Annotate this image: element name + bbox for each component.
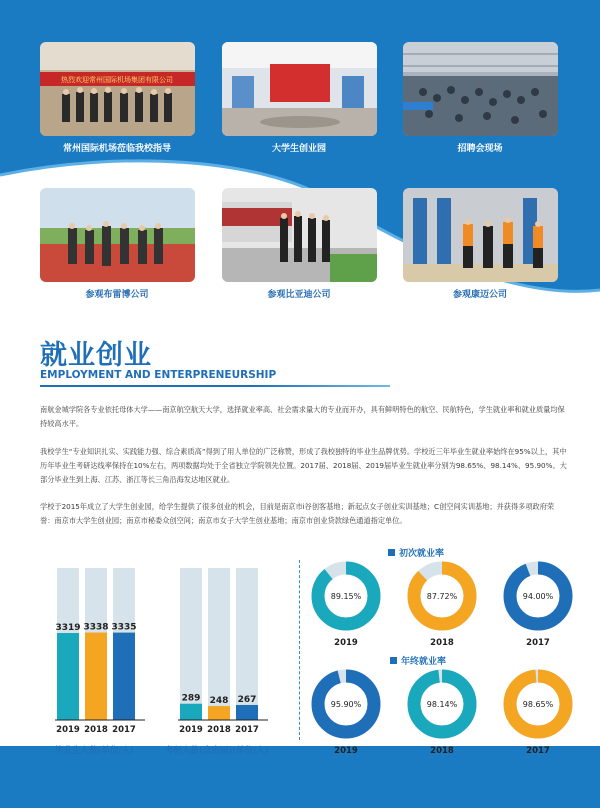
initial-rate-donuts: [306, 560, 596, 650]
final-rate-label-2019: 95.90%: [330, 700, 362, 709]
postgrad-bar-2019: [180, 704, 202, 720]
initial-rate-label-2019: 89.15%: [330, 592, 362, 601]
graduates-category-2018: 2018: [84, 725, 108, 735]
postgrad-chart-title: 考研人数(含出国)(单位/人): [165, 746, 269, 756]
initial-rate-year-2017: 2017: [526, 638, 550, 648]
caption-job-fair: 招聘会现场: [457, 144, 503, 154]
graduates-category-2017: 2017: [112, 725, 136, 735]
graduates-bar-2018: [85, 633, 107, 720]
initial-rate-label-2017: 94.00%: [522, 592, 554, 601]
title-underline: [40, 385, 390, 387]
section-title-en: EMPLOYMENT AND ENTERPRENEURSHIP: [40, 369, 277, 381]
section-title-cn: 就业创业: [40, 340, 152, 371]
paragraph-intro: 南航金城学院各专业依托母体大学——南京航空航天大学，选择就业率高、社会需求量大的专业而开办，具有鲜明特色的航空、民航特色，学生就业率和就业质量均保持较高水平。: [40, 405, 565, 428]
postgrad-bar-2018: [208, 706, 230, 720]
caption-startup-park: 大学生创业园: [271, 144, 326, 154]
caption-airport-visit: 常州国际机场莅临我校指导: [62, 144, 171, 154]
final-rate-label-2018: 98.14%: [426, 700, 458, 709]
caption-brembo-visit: 参观布雷博公司: [85, 290, 149, 300]
chart-divider: [299, 560, 300, 740]
initial-rate-label-2018: 87.72%: [426, 592, 458, 601]
postgrad-bar-chart: [178, 562, 268, 740]
postgrad-bar-2017: [236, 705, 258, 720]
graduates-value-2018: 3338: [83, 622, 109, 633]
final-rate-year-2017: 2017: [526, 746, 550, 756]
postgrad-category-2019: 2019: [179, 725, 203, 735]
final-rate-label: [390, 654, 446, 667]
banner-text: 热烈欢迎常州国际机场集团有限公司: [61, 76, 173, 84]
graduates-value-2017: 3335: [111, 622, 137, 633]
final-rate-title: 年终就业率: [401, 657, 447, 667]
graduates-bar-2017: [113, 633, 135, 720]
postgrad-value-2019: 289: [181, 693, 201, 704]
graduates-bar-2019: [57, 633, 79, 720]
postgrad-category-2018: 2018: [207, 725, 231, 735]
postgrad-value-2018: 248: [209, 696, 229, 707]
postgrad-value-2017: 267: [237, 694, 257, 705]
photo-startup-park: [222, 42, 377, 136]
caption-byd-visit: 参观比亚迪公司: [267, 290, 331, 300]
initial-rate-title: 初次就业率: [399, 549, 445, 559]
photo-airport-visit: [40, 42, 195, 136]
photo-byd-visit: [222, 188, 377, 282]
initial-rate-year-2019: 2019: [334, 638, 358, 648]
square-bullet-icon: [390, 657, 397, 664]
paragraph-startup: 学校于2015年成立了大学生创业园，给学生提供了很多创业的机会，目前是南京市i谷创客基地；新起点女子创业实训基地；C创空间实训基地；并获得多项政府荣誉：南京市大学生创业园；南京市秘委众创空间；南京市女子大学生创业基地；南京市创业贷款绿色通道指定单位。: [40, 502, 555, 525]
photo-brembo-visit: [40, 188, 195, 282]
graduates-bar-chart: [55, 562, 145, 740]
final-rate-year-2019: 2019: [334, 746, 358, 756]
initial-rate-year-2018: 2018: [430, 638, 454, 648]
final-rate-donuts: [306, 668, 596, 756]
graduates-value-2019: 3319: [55, 623, 81, 634]
final-rate-label-2017: 98.65%: [522, 700, 554, 709]
square-bullet-icon: [388, 549, 395, 556]
graduates-category-2019: 2019: [56, 725, 80, 735]
final-rate-year-2018: 2018: [430, 746, 454, 756]
caption-kangmai-visit: 参观康迈公司: [452, 290, 507, 300]
photo-kangmai-visit: [403, 188, 558, 282]
paragraph-employment: 我校学生“专业知识扎实、实践能力强、综合素质高”得到了用人单位的广泛称赞，形成了我校独特的毕业生品牌优势。学校近三年毕业生就业率始终在95%以上，其中历年毕业生考研达线率保持在10%左右，两项数据均处于全省独立学院领先位置。2017届、2018届、2019届毕业生就业率分别为98.65%、98.14%、95.90%。大部分毕业生到上海、江苏、浙江等长三角沿海发达地区就业。: [40, 447, 567, 484]
graduates-chart-title: 毕业生人数(单位/人): [55, 746, 134, 756]
photo-job-fair: [403, 42, 558, 136]
initial-rate-label: [388, 546, 444, 559]
postgrad-category-2017: 2017: [235, 725, 259, 735]
